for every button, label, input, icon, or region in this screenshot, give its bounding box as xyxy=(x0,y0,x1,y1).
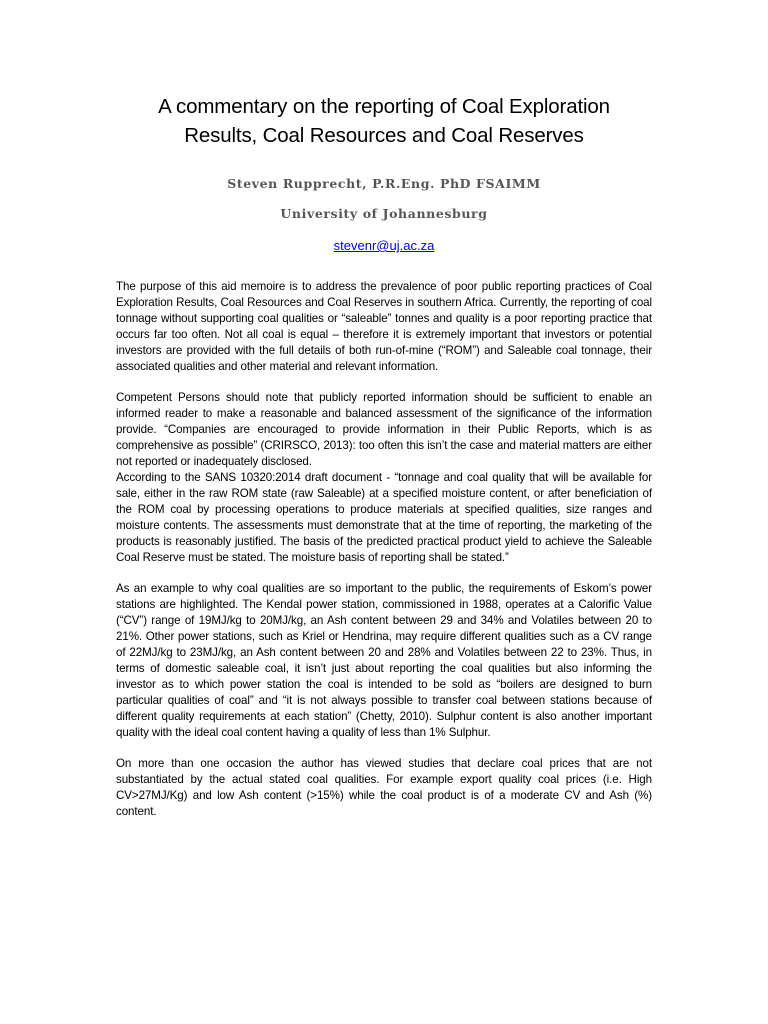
paragraph-sans-definition: According to the SANS 10320:2014 draft document - “tonnage and coal quality that will be available for sale, either in the raw ROM state (raw Saleable) at a specified moisture content, or after beneficiation of the ROM coal by processing operations to produce materials at specified qualities, size ranges and moisture contents. The assessments must demonstrate that at the time of reporting, the marketing of the products is reasonably justified. The basis of the predicted practical product yield to achieve the Saleable Coal Reserve must be stated. The moisture basis of reporting shall be stated.” xyxy=(116,470,652,564)
title-line-2: Results, Coal Resources and Coal Reserves xyxy=(184,124,584,147)
title-line-1: A commentary on the reporting of Coal Exploration xyxy=(158,95,610,118)
paragraph-coal-prices: On more than one occasion the author has viewed studies that declare coal prices that are not substantiated by the actual stated coal qualities. For example export quality coal prices (i.e. High CV>27MJ/Kg) and low Ash content (>15%) while the coal product is of a moderate CV and Ash (%) content. xyxy=(116,757,652,819)
paragraph-competent-persons: Competent Persons should note that publicly reported information should be sufficient to enable an informed reader to make a reasonable and balanced assessment of the significance of the information provide. “Companies are encouraged to provide information in their Public Reports, which is as comprehensive as possible” (CRIRSCO, 2013): too often this isn’t the case and material matters are either not reported or inadequately disclosed. xyxy=(116,391,652,469)
paragraph-eskom-example: As an example to why coal qualities are so important to the public, the requirements of Eskom’s power stations are highlighted. The Kendal power station, commissioned in 1988, operates at a Calorific Value (“CV”) range of 19MJ/kg to 20MJ/kg, an Ash content between 29 and 34% and Volatiles between 20 to 21%. Other power stations, such as Kriel or Hendrina, may require different qualities such as a CV range of 22MJ/kg to 23MJ/kg, an Ash content between 20 and 28% and Volatiles between 22 to 23%. Thus, in terms of domestic saleable coal, it isn’t just about reporting the coal qualities but also informing the investor as to which power station the coal is intended to be sold as “boilers are designed to burn particular qualities of coal” and “it is not always possible to transfer coal between stations because of different quality requirements at each station” (Chetty, 2010). Sulphur content is also another important quality with the ideal coal content having a quality of less than 1% Sulphur. xyxy=(116,582,652,739)
author-email-link[interactable]: stevenr@uj.ac.za xyxy=(333,238,435,253)
author-affiliation: University of Johannesburg xyxy=(280,206,488,221)
email-line xyxy=(116,238,652,254)
paragraph-purpose: The purpose of this aid memoire is to address the prevalence of poor public reporting practices of Coal Exploration Results, Coal Resources and Coal Reserves in southern Africa. Currently, the reporting of coal tonnage without supporting coal qualities or “saleable” tonnes and quality is a poor reporting practice that occurs far too often. Not all coal is equal – therefore it is extremely important that investors or potential investors are provided with the full details of both run-of-mine (“ROM”) and Saleable coal tonnage, their associated qualities and other material and relevant information. xyxy=(116,280,652,373)
document-title xyxy=(116,92,652,150)
author-name: Steven Rupprecht, P.R.Eng. PhD FSAIMM xyxy=(227,176,541,191)
